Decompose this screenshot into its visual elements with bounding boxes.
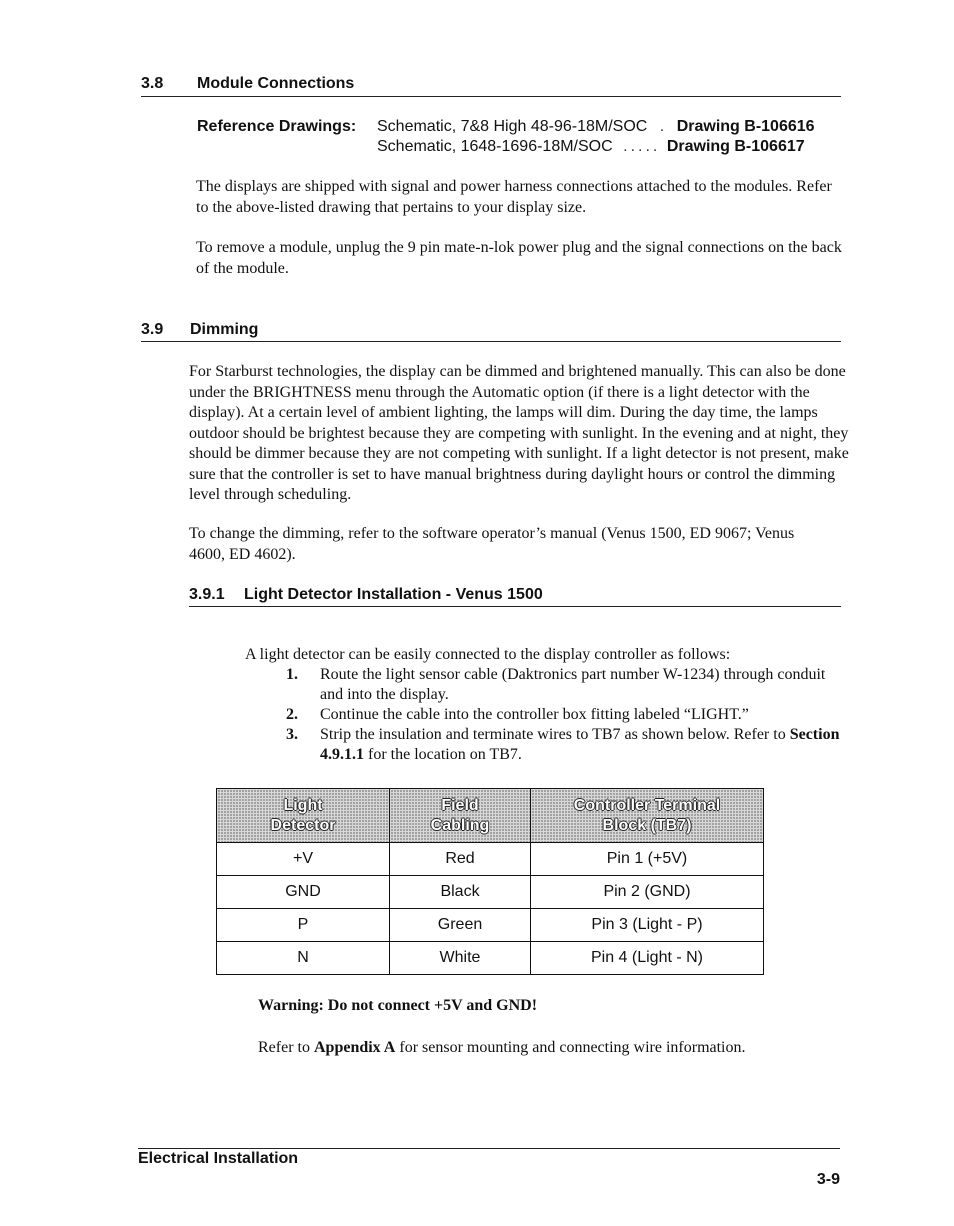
- header-light-detector: Light Detector: [217, 789, 390, 843]
- page-number: 3-9: [816, 1171, 840, 1188]
- wiring-table: [216, 788, 764, 975]
- table-cell: Pin 2 (GND): [531, 876, 764, 909]
- module-connections-paragraph-2: To remove a module, unplug the 9 pin mate-n-lok power plug and the signal connections on the back of the module.: [196, 239, 842, 277]
- section-title: Dimming: [190, 321, 259, 338]
- reference-dots: .....: [623, 138, 661, 155]
- table-cell: Green: [390, 909, 531, 942]
- light-detector-intro: A light detector can be easily connected to the display controller as follows:: [245, 646, 731, 663]
- step-text: Strip the insulation and terminate wires to TB7 as shown below. Refer to Section 4.9.1.1 for the location on TB7.: [320, 726, 840, 763]
- header-field-cabling: Field Cabling: [390, 789, 531, 843]
- module-connections-paragraph-1: The displays are shipped with signal and power harness connections attached to the modules. Refer to the above-listed drawing that pertains to your display size.: [196, 178, 832, 216]
- appendix-note: Refer to Appendix A for sensor mounting and connecting wire information.: [258, 1039, 746, 1056]
- warning-text: Warning: Do not connect +5V and GND!: [258, 997, 538, 1014]
- section-number: 3.9.1: [189, 586, 225, 603]
- installation-steps: [245, 665, 845, 765]
- table-row: [217, 876, 764, 909]
- dimming-paragraph-2: To change the dimming, refer to the software operator’s manual (Venus 1500, ED 9067; Venus 4600, ED 4602).: [189, 525, 795, 563]
- table-cell: P: [217, 909, 390, 942]
- table-cell: Pin 3 (Light - P): [531, 909, 764, 942]
- step-number: 1.: [286, 666, 298, 683]
- step-text: Route the light sensor cable (Daktronics part number W-1234) through conduit and into the display.: [320, 666, 826, 703]
- table-cell: Black: [390, 876, 531, 909]
- footer-rule: [138, 1148, 840, 1149]
- table-row: [217, 942, 764, 975]
- footer-title: Electrical Installation: [138, 1150, 299, 1167]
- reference-dots: .: [659, 118, 668, 135]
- drawing-number: Drawing B-106616: [676, 118, 815, 135]
- table-cell: +V: [217, 843, 390, 876]
- table-cell: Pin 1 (+5V): [531, 843, 764, 876]
- section-number: 3.8: [141, 75, 164, 92]
- section-rule: [141, 341, 841, 342]
- section-rule: [189, 606, 841, 607]
- table-cell: Pin 4 (Light - N): [531, 942, 764, 975]
- section-rule: [141, 96, 841, 97]
- table-row: [217, 909, 764, 942]
- header-controller-terminal: Controller Terminal Block (TB7): [531, 789, 764, 843]
- appendix-reference: Appendix A: [313, 1039, 396, 1056]
- section-3-9-1-heading: [189, 586, 841, 606]
- section-reference: Section 4.9.1.1: [320, 726, 840, 763]
- table-cell: White: [390, 942, 531, 975]
- reference-text: Schematic, 1648-1696-18M/SOC: [377, 138, 613, 155]
- table-cell: N: [217, 942, 390, 975]
- step-text: Continue the cable into the controller box fitting labeled “LIGHT.”: [320, 706, 749, 723]
- drawing-number: Drawing B-106617: [666, 138, 805, 155]
- step-number: 2.: [286, 706, 298, 723]
- section-number: 3.9: [141, 321, 164, 338]
- step-number: 3.: [286, 726, 298, 743]
- table-header-row: [217, 789, 764, 843]
- section-3-9-heading: [141, 321, 841, 341]
- table-row: [217, 843, 764, 876]
- section-title: Module Connections: [197, 75, 355, 92]
- reference-drawing-2: [377, 138, 805, 156]
- step-3: [245, 725, 845, 765]
- step-2: [245, 705, 845, 725]
- section-3-8-heading: [141, 75, 841, 95]
- table-cell: Red: [390, 843, 531, 876]
- table-cell: GND: [217, 876, 390, 909]
- dimming-paragraph-1: For Starburst technologies, the display can be dimmed and brightened manually. This can also be done under the BRIGHTNESS menu through the Automatic option (if there is a light detector with the display). At a certain level of ambient lighting, the lamps will dim. During the day time, the lamps outdoor should be brightest because they are competing with sunlight. In the evening and at night, they should be dimmer because they are not competing with sunlight. If a light detector is not present, make sure that the controller is set to have manual brightness during daylight hours or control the dimming level through scheduling.: [189, 363, 849, 503]
- reference-drawings-label: Reference Drawings:: [197, 118, 357, 135]
- section-title: Light Detector Installation - Venus 1500: [244, 586, 543, 603]
- reference-text: Schematic, 7&8 High 48-96-18M/SOC: [377, 118, 648, 135]
- reference-drawing-1: [377, 118, 815, 136]
- step-1: [245, 665, 845, 705]
